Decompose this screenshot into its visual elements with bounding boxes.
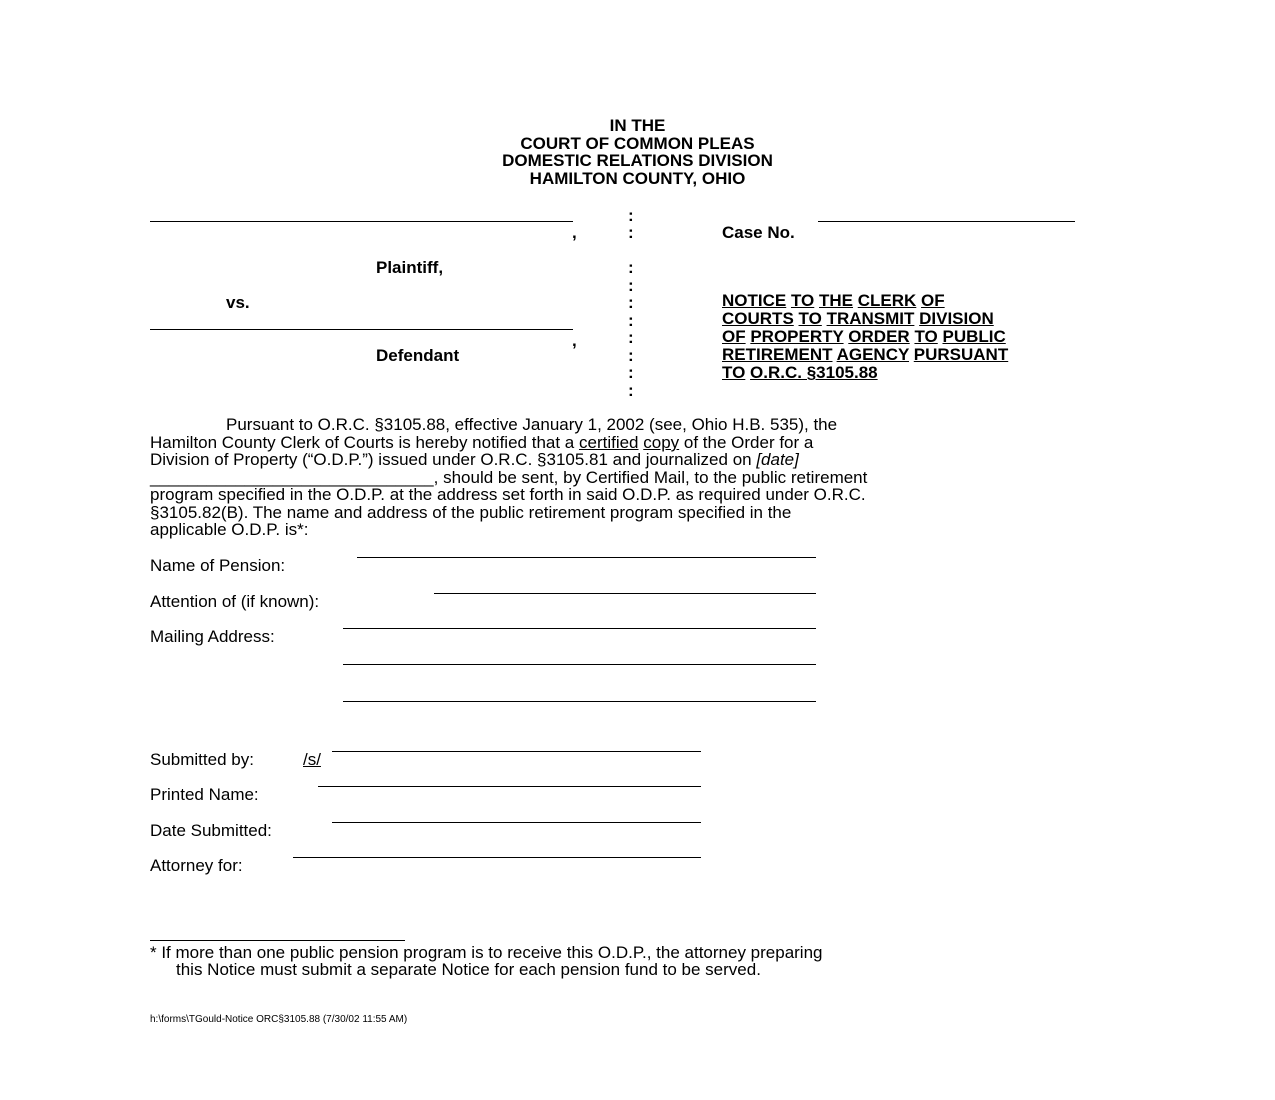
signature-mark: /s/ <box>303 750 321 769</box>
body-line-5: program specified in the O.D.P. at the address set forth in said O.D.P. as required under O.R.C. <box>150 485 866 504</box>
caption-colon: : <box>628 311 634 330</box>
court-header-line-1: IN THE <box>609 116 666 135</box>
court-header-line-3: DOMESTIC RELATIONS DIVISION <box>502 151 773 170</box>
footnote-line-2: this Notice must submit a separate Notice for each pension fund to be served. <box>176 960 761 979</box>
footnote-separator <box>150 940 405 941</box>
printed-name-input[interactable] <box>318 786 701 787</box>
submitted-by-label: Submitted by: <box>150 750 254 769</box>
case-number-label: Case No. <box>722 223 795 242</box>
attorney-for-label: Attorney for: <box>150 856 243 875</box>
body-line-7: applicable O.D.P. is*: <box>150 520 309 539</box>
body-line-4: ______________________________, should be sent, by Certified Mail, to the public retirement <box>150 468 868 487</box>
defendant-label: Defendant <box>376 346 460 365</box>
mailing-address-label: Mailing Address: <box>150 627 275 646</box>
caption-colon: : <box>628 346 634 365</box>
notice-title-line-2: COURTS TO TRANSMIT DIVISION <box>722 309 994 328</box>
submitted-by-input[interactable] <box>332 751 701 752</box>
caption-colon: : <box>628 293 634 312</box>
certified-word: certified <box>578 433 639 452</box>
caption-colon: : <box>628 276 634 295</box>
vs-label: vs. <box>226 293 250 312</box>
notice-title-line-4: RETIREMENT AGENCY PURSUANT <box>722 345 1009 364</box>
plaintiff-comma: , <box>572 223 577 242</box>
attorney-for-input[interactable] <box>293 857 701 858</box>
mailing-address-line-2[interactable] <box>343 664 816 665</box>
notice-title-line-1: NOTICE TO THE CLERK OF <box>722 291 945 310</box>
journal-date-blank: ______________________________ <box>150 468 434 487</box>
plaintiff-name-blank[interactable] <box>150 221 573 222</box>
date-submitted-input[interactable] <box>332 822 701 823</box>
caption-colon: : <box>628 223 634 242</box>
court-header-line-2: COURT OF COMMON PLEAS <box>520 134 755 153</box>
caption-colon: : <box>628 206 634 225</box>
body-line-1: Pursuant to O.R.C. §3105.88, effective January 1, 2002 (see, Ohio H.B. 535), the <box>226 415 838 434</box>
caption-colon: : <box>628 328 634 347</box>
court-header-line-4: HAMILTON COUNTY, OHIO <box>529 169 746 188</box>
caption-colon: : <box>628 363 634 382</box>
pension-name-input[interactable] <box>357 557 816 558</box>
defendant-comma: , <box>572 331 577 350</box>
body-line-2: Hamilton County Clerk of Courts is hereby notified that a certified copy of the Order for a <box>150 433 814 452</box>
pension-name-label: Name of Pension: <box>150 556 286 575</box>
attention-input[interactable] <box>434 593 816 594</box>
copy-word: copy <box>643 433 680 452</box>
body-line-3: Division of Property (“O.D.P.”) issued under O.R.C. §3105.81 and journalized on [date] <box>150 450 799 469</box>
defendant-name-blank[interactable] <box>150 329 573 330</box>
caption-colon: : <box>628 381 634 400</box>
caption-colon: : <box>628 258 634 277</box>
footnote-line-1: * If more than one public pension program is to receive this O.D.P., the attorney preparing <box>150 943 823 962</box>
mailing-address-line-1[interactable] <box>343 628 816 629</box>
notice-title-line-5: TO O.R.C. §3105.88 <box>722 363 878 382</box>
notice-title-line-3: OF PROPERTY ORDER TO PUBLIC <box>722 327 1006 346</box>
mailing-address-line-3[interactable] <box>343 701 816 702</box>
attention-label: Attention of (if known): <box>150 592 320 611</box>
printed-name-label: Printed Name: <box>150 785 259 804</box>
date-submitted-label: Date Submitted: <box>150 821 272 840</box>
plaintiff-label: Plaintiff, <box>376 258 444 277</box>
date-placeholder: [date] <box>756 450 799 469</box>
body-line-6: §3105.82(B). The name and address of the public retirement program specified in the <box>150 503 792 522</box>
case-number-blank[interactable] <box>818 221 1075 222</box>
file-path: h:\forms\TGould-Notice ORC§3105.88 (7/30/02 11:55 AM) <box>150 1014 408 1025</box>
